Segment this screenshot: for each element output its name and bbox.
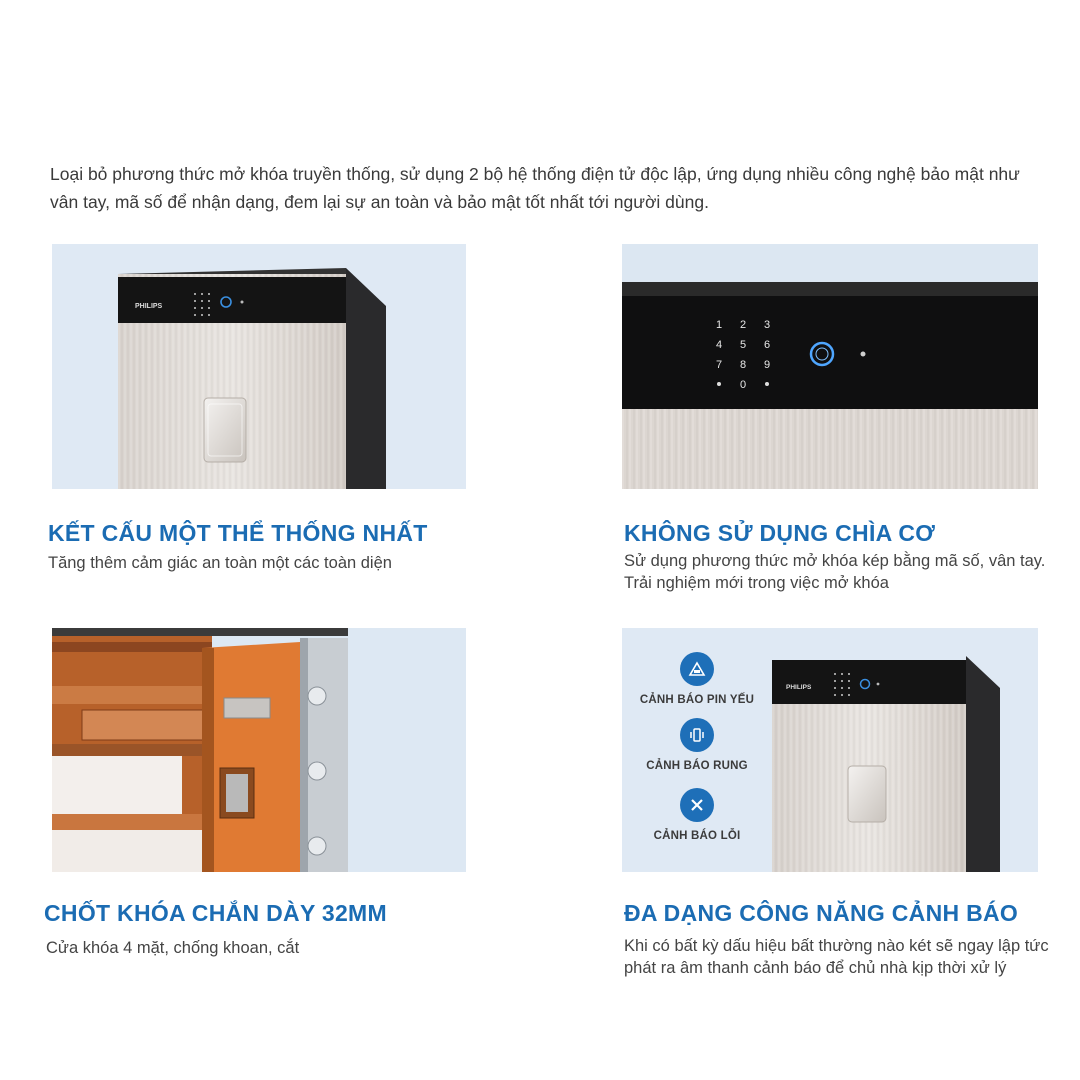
keypad-key: 5 [739,339,747,351]
alert-features-image [622,628,1038,872]
keypad-key-star [717,382,721,386]
keypad-closeup-image [622,244,1038,489]
safe-interior-image [52,628,466,872]
keypad-key-hash [765,382,769,386]
keypad-key: 1 [715,319,723,331]
handle-icon [204,398,246,462]
error-x-icon [680,788,714,822]
alert-error [622,788,772,842]
keypad-key: 2 [739,319,747,331]
feature-title: KẾT CẤU MỘT THỂ THỐNG NHẤT [48,520,428,546]
feature-desc: Khi có bất kỳ dấu hiệu bất thường nào két sẽ ngay lập tức phát ra âm thanh cảnh báo để chủ nhà kịp thời xử lý [624,937,1049,977]
feature-desc: Sử dụng phương thức mở khóa kép bằng mã số, vân tay. Trải nghiệm mới trong việc mở khóa [624,552,1046,592]
alert-label: CẢNH BÁO RUNG [646,760,748,772]
alert-label: CẢNH BÁO PIN YẾU [639,694,755,706]
keypad-key: 9 [763,359,771,371]
brand-logo: PHILIPS [786,684,812,691]
keypad-key: 7 [715,359,723,371]
feature-title: CHỐT KHÓA CHẮN DÀY 32MM [44,900,387,926]
feature-title: ĐA DẠNG CÔNG NĂNG CẢNH BÁO [624,900,1019,926]
alert-low-battery [622,652,772,706]
alert-vibration [622,718,772,772]
keypad-key: 3 [763,319,771,331]
keypad-key: 6 [763,339,771,351]
vibration-icon [680,718,714,752]
intro-text: Loại bỏ phương thức mở khóa truyền thống, sử dụng 2 bộ hệ thống điện tử độc lập, ứng dụng nhiều công nghệ bảo mật như vân tay, mã số để nhận dạng, đem lại sự an toàn và bảo mật tốt nhất tới người dùng. [50,164,1020,212]
keypad-key: 0 [739,379,747,391]
feature-desc: Cửa khóa 4 mặt, chống khoan, cắt [46,939,300,957]
keypad-key: 8 [739,359,747,371]
keypad-key: 4 [715,339,723,351]
safe-front-image [52,244,466,489]
feature-desc: Tăng thêm cảm giác an toàn một các toàn diện [48,554,392,572]
feature-title: KHÔNG SỬ DỤNG CHÌA CƠ [624,520,936,546]
low-battery-icon [680,652,714,686]
alert-label: CẢNH BÁO LỖI [653,830,741,842]
brand-logo: PHILIPS [135,303,163,310]
handle-icon [848,766,886,822]
